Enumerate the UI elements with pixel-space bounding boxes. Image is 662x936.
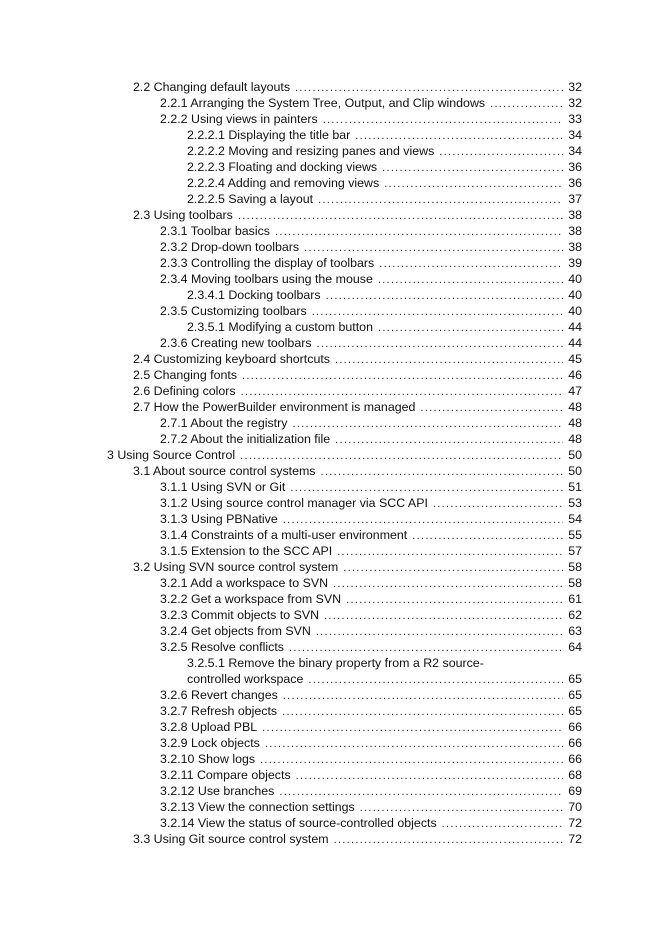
toc-entry-line <box>133 207 582 224</box>
dot-leader <box>442 816 563 832</box>
toc-entry-page-number: 65 <box>568 704 582 718</box>
dot-leader <box>260 752 563 768</box>
toc-entry-line <box>160 543 582 560</box>
toc-entry-title: 3.2.12 Use branches <box>160 784 275 798</box>
toc-entry-title: 2.2.1 Arranging the System Tree, Output, and Clip windows <box>160 96 486 110</box>
toc-entry[interactable] <box>0 831 662 847</box>
dot-leader <box>355 128 563 144</box>
toc-entry-title: 3.1 About source control systems <box>133 464 316 478</box>
toc-entry[interactable] <box>0 207 662 223</box>
toc-entry-page-number: 64 <box>568 640 582 654</box>
toc-entry-title: 3.2.13 View the connection settings <box>160 800 355 814</box>
toc-entry[interactable] <box>0 271 662 287</box>
toc-entry-title: 2.2.2.5 Saving a layout <box>187 192 314 206</box>
toc-entry-page-number: 68 <box>568 768 582 782</box>
toc-entry[interactable] <box>0 591 662 607</box>
dot-leader <box>317 336 563 352</box>
toc-entry-line <box>187 175 582 192</box>
toc-entry-page-number: 70 <box>568 800 582 814</box>
toc-entry[interactable] <box>0 415 662 431</box>
toc-entry-title: 2.3.6 Creating new toolbars <box>160 336 312 350</box>
toc-entry-line <box>187 671 582 688</box>
toc-entry-title: 3.2.1 Add a workspace to SVN <box>160 576 329 590</box>
toc-entry-page-number: 53 <box>568 496 582 510</box>
toc-entry-title: 2.3.3 Controlling the display of toolbars <box>160 256 375 270</box>
dot-leader <box>283 688 563 704</box>
toc-entry-page-number: 57 <box>568 544 582 558</box>
toc-entry-title: 2.3 Using toolbars <box>133 208 233 222</box>
toc-entry-page-number: 50 <box>568 464 582 478</box>
toc-entry-line <box>133 79 582 96</box>
toc-entry-line <box>160 239 582 256</box>
toc-entry-title: 3.2.14 View the status of source-controlled objects <box>160 816 437 830</box>
toc-entry[interactable] <box>0 527 662 543</box>
toc-entry-line <box>160 511 582 528</box>
dot-leader <box>295 80 563 96</box>
toc-entry-title: 2.6 Defining colors <box>133 384 236 398</box>
dot-leader <box>308 672 563 688</box>
toc-entry[interactable] <box>0 143 662 159</box>
dot-leader <box>412 528 563 544</box>
toc-entry[interactable] <box>0 383 662 399</box>
dot-leader <box>379 256 563 272</box>
toc-entry-line <box>160 303 582 320</box>
dot-leader <box>420 400 563 416</box>
toc-entry-line <box>160 223 582 240</box>
dot-leader <box>292 416 563 432</box>
dot-leader <box>334 832 563 848</box>
toc-entry-title: 2.7.2 About the initialization file <box>160 432 331 446</box>
toc-entry[interactable] <box>0 735 662 751</box>
toc-entry[interactable] <box>0 399 662 415</box>
toc-entry-line <box>160 591 582 608</box>
dot-leader <box>312 304 563 320</box>
toc-entry[interactable] <box>0 511 662 527</box>
toc-entry-page-number: 66 <box>568 720 582 734</box>
toc-entry-page-number: 63 <box>568 624 582 638</box>
toc-entry[interactable] <box>0 639 662 655</box>
dot-leader <box>296 768 563 784</box>
toc-entry-title: 3.1.4 Constraints of a multi-user environment <box>160 528 408 542</box>
table-of-contents <box>0 79 662 847</box>
toc-entry-title: 2.3.5.1 Modifying a custom button <box>187 320 373 334</box>
toc-entry-line <box>160 783 582 800</box>
dot-leader <box>323 112 563 128</box>
toc-entry[interactable] <box>0 239 662 255</box>
toc-entry[interactable] <box>0 367 662 383</box>
toc-entry[interactable] <box>0 447 662 463</box>
toc-entry-title: 3.1.5 Extension to the SCC API <box>160 544 333 558</box>
toc-entry-title: 3.1.2 Using source control manager via SCC API <box>160 496 428 510</box>
toc-entry-page-number: 72 <box>568 816 582 830</box>
toc-entry[interactable] <box>0 463 662 479</box>
toc-entry-page-number: 62 <box>568 608 582 622</box>
toc-entry-title: 2.3.4.1 Docking toolbars <box>187 288 321 302</box>
toc-entry[interactable] <box>0 623 662 639</box>
toc-entry-line <box>160 735 582 752</box>
toc-entry-page-number: 61 <box>568 592 582 606</box>
dot-leader <box>378 272 563 288</box>
toc-entry-line <box>133 463 582 480</box>
toc-entry[interactable] <box>0 223 662 239</box>
toc-entry-page-number: 50 <box>568 448 582 462</box>
toc-entry-title: 3.2.7 Refresh objects <box>160 704 278 718</box>
toc-entry-title: 3 Using Source Control <box>107 448 236 462</box>
toc-entry-line <box>160 703 582 720</box>
toc-entry[interactable] <box>0 703 662 719</box>
toc-entry-page-number: 34 <box>568 128 582 142</box>
toc-entry-title: 3.2 Using SVN source control system <box>133 560 339 574</box>
dot-leader <box>335 432 563 448</box>
dot-leader <box>242 368 563 384</box>
toc-entry-line <box>160 575 582 592</box>
toc-entry-page-number: 37 <box>568 192 582 206</box>
toc-entry-page-number: 40 <box>568 304 582 318</box>
toc-entry[interactable] <box>0 287 662 303</box>
toc-entry-page-number: 40 <box>568 288 582 302</box>
toc-entry[interactable] <box>0 255 662 271</box>
toc-entry-title: 2.7 How the PowerBuilder environment is managed <box>133 400 416 414</box>
toc-entry-line <box>160 719 582 736</box>
toc-entry-title: 3.1.3 Using PBNative <box>160 512 278 526</box>
toc-entry-line <box>160 623 582 640</box>
toc-entry-page-number: 36 <box>568 176 582 190</box>
toc-entry-page-number: 32 <box>568 80 582 94</box>
toc-entry-line <box>133 559 582 576</box>
toc-entry-title: 3.2.10 Show logs <box>160 752 256 766</box>
toc-entry[interactable] <box>0 431 662 447</box>
toc-entry-title: 3.2.3 Commit objects to SVN <box>160 608 320 622</box>
toc-entry-title: 2.2.2.4 Adding and removing views <box>187 176 380 190</box>
dot-leader <box>360 800 563 816</box>
toc-entry-page-number: 38 <box>568 208 582 222</box>
toc-entry-title: 2.3.1 Toolbar basics <box>160 224 270 238</box>
toc-entry[interactable] <box>0 559 662 575</box>
toc-entry-page-number: 36 <box>568 160 582 174</box>
toc-entry-line <box>187 143 582 160</box>
dot-leader <box>335 352 563 368</box>
toc-entry-line <box>133 367 582 384</box>
toc-entry-title: 3.2.11 Compare objects <box>160 768 291 782</box>
toc-entry-title: 2.2.2.3 Floating and docking views <box>187 160 378 174</box>
dot-leader <box>265 736 563 752</box>
toc-entry-line <box>160 751 582 768</box>
toc-entry-title: 2.2.2 Using views in painters <box>160 112 318 126</box>
toc-entry-page-number: 44 <box>568 336 582 350</box>
dot-leader <box>378 320 563 336</box>
toc-entry[interactable] <box>0 95 662 111</box>
dot-leader <box>324 608 563 624</box>
toc-entry-page-number: 66 <box>568 752 582 766</box>
toc-entry[interactable] <box>0 303 662 319</box>
toc-entry-title-line1: 3.2.5.1 Remove the binary property from a R2 source- <box>187 656 484 670</box>
toc-entry-title: 3.2.2 Get a workspace from SVN <box>160 592 342 606</box>
toc-entry[interactable] <box>0 687 662 703</box>
toc-entry-page-number: 69 <box>568 784 582 798</box>
toc-entry-page-number: 65 <box>568 672 582 686</box>
toc-entry-line <box>160 815 582 832</box>
toc-entry[interactable] <box>0 543 662 559</box>
toc-entry-page-number: 32 <box>568 96 582 110</box>
toc-entry-title: 3.1.1 Using SVN or Git <box>160 480 286 494</box>
toc-entry[interactable] <box>0 79 662 95</box>
toc-entry-line <box>187 127 582 144</box>
dot-leader <box>316 624 563 640</box>
toc-entry-title: controlled workspace <box>187 672 304 686</box>
toc-entry[interactable] <box>0 815 662 831</box>
toc-entry[interactable] <box>0 319 662 335</box>
toc-entry-line <box>160 767 582 784</box>
dot-leader <box>333 576 563 592</box>
toc-entry-page-number: 66 <box>568 736 582 750</box>
dot-leader <box>382 160 563 176</box>
dot-leader <box>282 704 563 720</box>
dot-leader <box>275 224 563 240</box>
toc-entry-page-number: 39 <box>568 256 582 270</box>
toc-entry-page-number: 40 <box>568 272 582 286</box>
toc-entry-line <box>187 319 582 336</box>
toc-entry-title: 2.2.2.2 Moving and resizing panes and views <box>187 144 435 158</box>
toc-entry[interactable] <box>0 191 662 207</box>
toc-entry-page-number: 48 <box>568 432 582 446</box>
toc-entry[interactable] <box>0 751 662 767</box>
toc-entry-page-number: 33 <box>568 112 582 126</box>
toc-entry-line <box>160 527 582 544</box>
toc-entry-page-number: 58 <box>568 576 582 590</box>
toc-entry-line <box>160 271 582 288</box>
toc-entry-title: 2.3.2 Drop-down toolbars <box>160 240 300 254</box>
toc-entry-page-number: 34 <box>568 144 582 158</box>
dot-leader <box>490 96 563 112</box>
toc-entry-title: 3.2.8 Upload PBL <box>160 720 258 734</box>
toc-entry-line <box>160 431 582 448</box>
toc-entry[interactable] <box>0 767 662 783</box>
toc-entry-page-number: 38 <box>568 224 582 238</box>
toc-entry[interactable] <box>0 719 662 735</box>
dot-leader <box>240 448 563 464</box>
dot-leader <box>326 288 563 304</box>
toc-entry-page-number: 58 <box>568 560 582 574</box>
toc-entry[interactable] <box>0 655 662 687</box>
dot-leader <box>343 560 563 576</box>
toc-entry-page-number: 54 <box>568 512 582 526</box>
dot-leader <box>262 720 563 736</box>
toc-entry-line <box>133 351 582 368</box>
toc-entry-line <box>160 111 582 128</box>
toc-entry-line <box>187 287 582 304</box>
toc-entry-line <box>107 447 582 464</box>
dot-leader <box>318 192 563 208</box>
toc-entry-page-number: 72 <box>568 832 582 846</box>
toc-entry-title: 2.5 Changing fonts <box>133 368 238 382</box>
dot-leader <box>304 240 563 256</box>
toc-entry[interactable] <box>0 575 662 591</box>
toc-entry-title: 2.2.2.1 Displaying the title bar <box>187 128 351 142</box>
toc-entry-page-number: 48 <box>568 416 582 430</box>
toc-entry-line <box>160 255 582 272</box>
dot-leader <box>384 176 563 192</box>
toc-entry-page-number: 45 <box>568 352 582 366</box>
toc-entry-line <box>160 415 582 432</box>
toc-entry-page-number: 65 <box>568 688 582 702</box>
toc-entry-title: 2.7.1 About the registry <box>160 416 288 430</box>
toc-entry-page-number: 51 <box>568 480 582 494</box>
toc-entry-title: 3.2.5 Resolve conflicts <box>160 640 284 654</box>
toc-entry-line <box>160 95 582 112</box>
dot-leader <box>241 384 563 400</box>
toc-entry-line <box>133 383 582 400</box>
dot-leader <box>433 496 563 512</box>
toc-entry-page-number: 38 <box>568 240 582 254</box>
toc-entry[interactable] <box>0 159 662 175</box>
dot-leader <box>346 592 563 608</box>
toc-entry[interactable] <box>0 111 662 127</box>
toc-entry[interactable] <box>0 607 662 623</box>
dot-leader <box>439 144 563 160</box>
dot-leader <box>279 784 563 800</box>
toc-entry-title: 3.2.4 Get objects from SVN <box>160 624 311 638</box>
toc-entry-line <box>187 159 582 176</box>
toc-entry[interactable] <box>0 799 662 815</box>
toc-entry-title: 2.4 Customizing keyboard shortcuts <box>133 352 330 366</box>
toc-entry-line <box>160 687 582 704</box>
toc-entry-line <box>160 607 582 624</box>
dot-leader <box>289 640 563 656</box>
toc-entry[interactable] <box>0 479 662 495</box>
toc-entry-line <box>160 479 582 496</box>
dot-leader <box>238 208 563 224</box>
toc-entry[interactable] <box>0 783 662 799</box>
toc-entry-page-number: 55 <box>568 528 582 542</box>
dot-leader <box>321 464 563 480</box>
toc-entry-title: 3.2.6 Revert changes <box>160 688 278 702</box>
toc-entry[interactable] <box>0 495 662 511</box>
toc-entry-line <box>160 799 582 816</box>
toc-entry-line <box>160 335 582 352</box>
toc-entry[interactable] <box>0 335 662 351</box>
dot-leader <box>283 512 563 528</box>
toc-entry-title: 3.3 Using Git source control system <box>133 832 329 846</box>
toc-entry[interactable] <box>0 175 662 191</box>
toc-entry-title: 2.3.5 Customizing toolbars <box>160 304 307 318</box>
toc-entry-page-number: 46 <box>568 368 582 382</box>
toc-entry[interactable] <box>0 127 662 143</box>
toc-entry-line <box>133 831 582 848</box>
toc-entry-title: 3.2.9 Lock objects <box>160 736 260 750</box>
dot-leader <box>337 544 563 560</box>
dot-leader <box>290 480 563 496</box>
toc-entry-line <box>133 399 582 416</box>
toc-entry-page-number: 47 <box>568 384 582 398</box>
toc-entry-title: 2.2 Changing default layouts <box>133 80 291 94</box>
toc-entry-title: 2.3.4 Moving toolbars using the mouse <box>160 272 373 286</box>
toc-entry-line <box>160 639 582 656</box>
toc-entry-page-number: 48 <box>568 400 582 414</box>
toc-entry[interactable] <box>0 351 662 367</box>
toc-entry-line <box>187 191 582 208</box>
toc-entry-line <box>160 495 582 512</box>
toc-entry-page-number: 44 <box>568 320 582 334</box>
